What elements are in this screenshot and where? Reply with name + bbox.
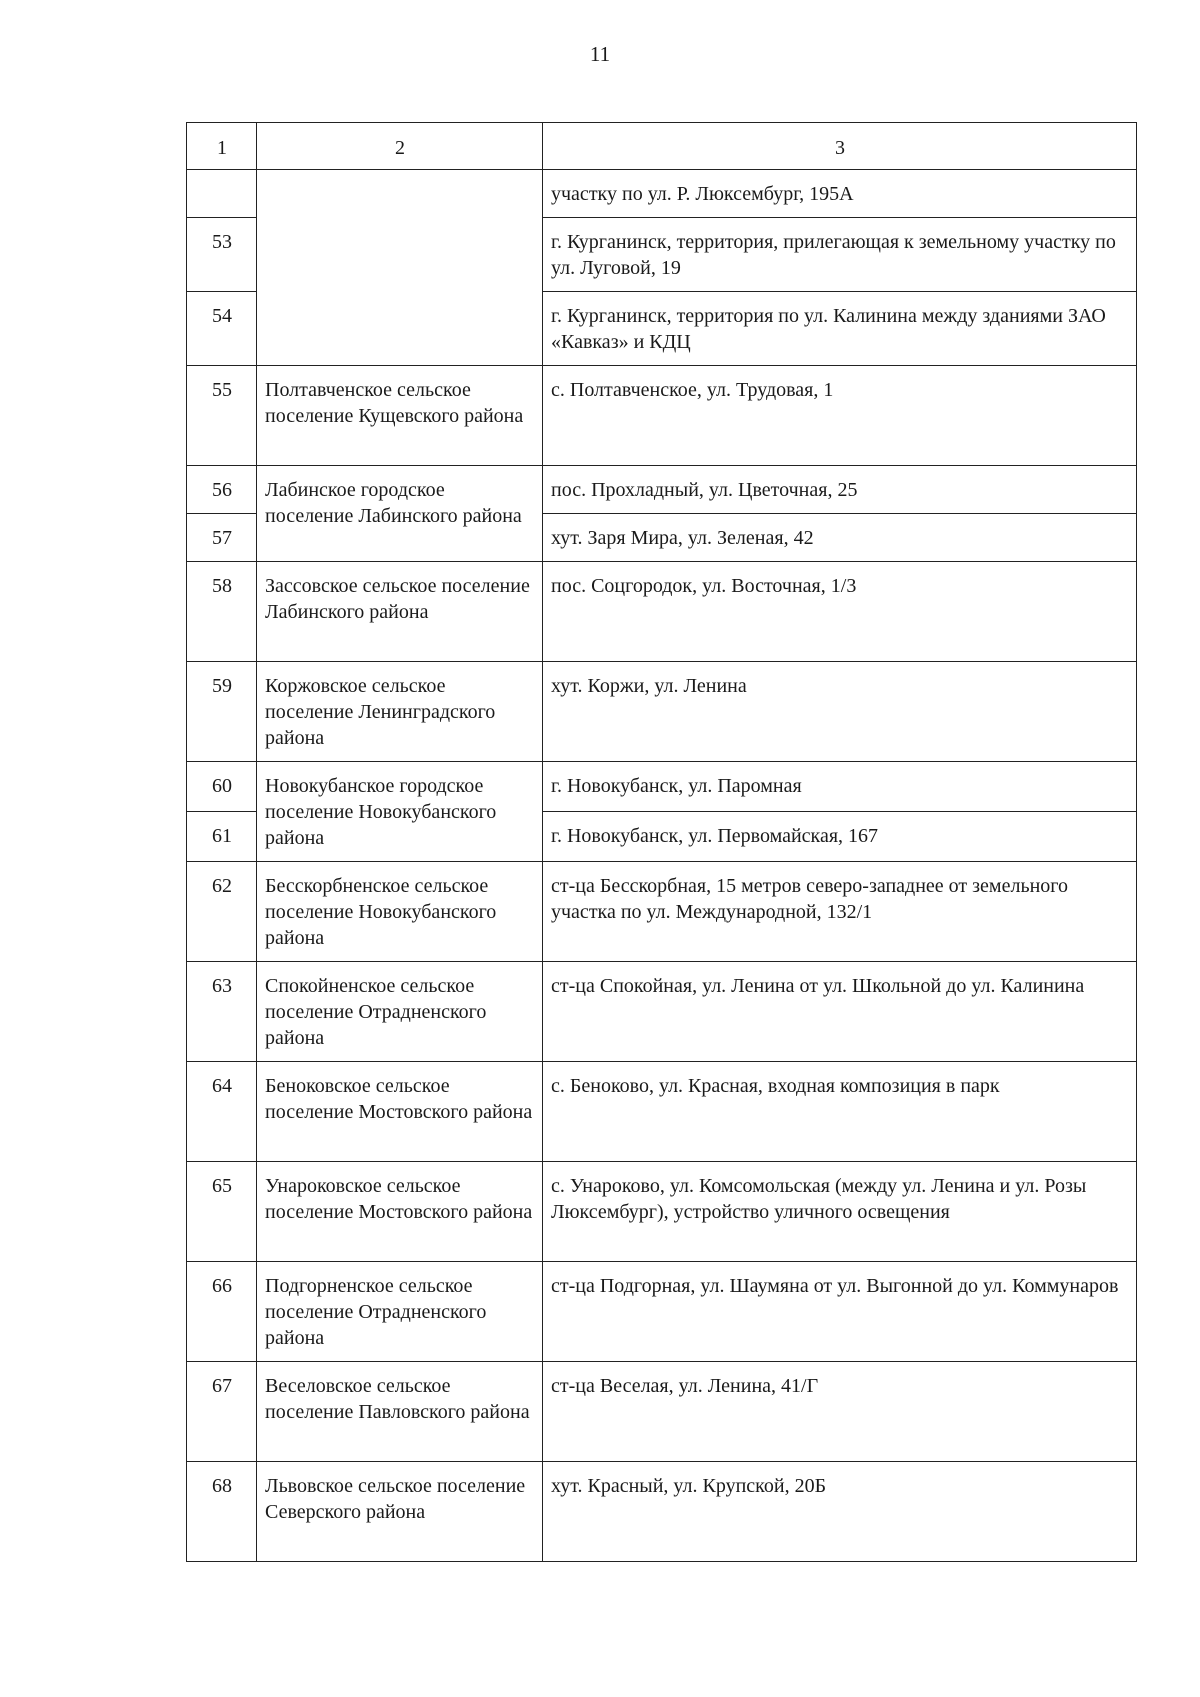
- table-row: [187, 1062, 1137, 1162]
- location-cell: г. Новокубанск, ул. Паромная: [543, 762, 1137, 812]
- row-number: 54: [187, 292, 257, 366]
- location-cell: г. Новокубанск, ул. Первомайская, 167: [543, 812, 1137, 862]
- location-cell: с. Беноково, ул. Красная, входная композиция в парк: [543, 1062, 1137, 1162]
- row-number: 68: [187, 1462, 257, 1562]
- table-header-row: [187, 123, 1137, 170]
- location-cell: хут. Красный, ул. Крупской, 20Б: [543, 1462, 1137, 1562]
- settlement-cell: [257, 170, 543, 366]
- row-number: 67: [187, 1362, 257, 1462]
- row-number: 60: [187, 762, 257, 812]
- settlement-cell: Бесскорбненское сельское поселение Новокубанского района: [257, 862, 543, 962]
- location-cell: пос. Соцгородок, ул. Восточная, 1/3: [543, 562, 1137, 662]
- settlement-cell: Беноковское сельское поселение Мостовского района: [257, 1062, 543, 1162]
- location-cell: ст-ца Спокойная, ул. Ленина от ул. Школьной до ул. Калинина: [543, 962, 1137, 1062]
- location-cell: ст-ца Бесскорбная, 15 метров северо-западнее от земельного участка по ул. Международной, 132/1: [543, 862, 1137, 962]
- table-row: [187, 1362, 1137, 1462]
- table-row: [187, 1462, 1137, 1562]
- row-number: 55: [187, 366, 257, 466]
- settlement-cell: Львовское сельское поселение Северского района: [257, 1462, 543, 1562]
- table-row: [187, 466, 1137, 514]
- table-row: [187, 366, 1137, 466]
- page-number: 11: [589, 42, 611, 66]
- row-number: 59: [187, 662, 257, 762]
- row-number: 63: [187, 962, 257, 1062]
- row-number: [187, 170, 257, 218]
- settlement-cell: Спокойненское сельское поселение Отрадненского района: [257, 962, 543, 1062]
- table-row: [187, 170, 1137, 218]
- location-cell: г. Курганинск, территория, прилегающая к земельному участку по ул. Луговой, 19: [543, 218, 1137, 292]
- settlement-cell: Веселовское сельское поселение Павловского района: [257, 1362, 543, 1462]
- row-number: 56: [187, 466, 257, 514]
- row-number: 57: [187, 514, 257, 562]
- settlement-cell: Новокубанское городское поселение Новокубанского района: [257, 762, 543, 862]
- table-row: [187, 1262, 1137, 1362]
- row-number: 66: [187, 1262, 257, 1362]
- table-row: [187, 862, 1137, 962]
- settlement-cell: Лабинское городское поселение Лабинского района: [257, 466, 543, 562]
- table-row: [187, 762, 1137, 812]
- location-cell: хут. Коржи, ул. Ленина: [543, 662, 1137, 762]
- location-cell: хут. Заря Мира, ул. Зеленая, 42: [543, 514, 1137, 562]
- location-cell: пос. Прохладный, ул. Цветочная, 25: [543, 466, 1137, 514]
- settlement-cell: Подгорненское сельское поселение Отрадненского района: [257, 1262, 543, 1362]
- row-number: 62: [187, 862, 257, 962]
- settlement-cell: Коржовское сельское поселение Ленинградского района: [257, 662, 543, 762]
- location-cell: участку по ул. Р. Люксембург, 195А: [543, 170, 1137, 218]
- settlement-cell: Зассовское сельское поселение Лабинского района: [257, 562, 543, 662]
- table-row: [187, 562, 1137, 662]
- settlement-cell: Полтавченское сельское поселение Кущевского района: [257, 366, 543, 466]
- row-number: 65: [187, 1162, 257, 1262]
- row-number: 53: [187, 218, 257, 292]
- row-number: 58: [187, 562, 257, 662]
- column-header: 2: [257, 123, 543, 170]
- location-cell: г. Курганинск, территория по ул. Калинина между зданиями ЗАО «Кавказ» и КДЦ: [543, 292, 1137, 366]
- settlements-table: [186, 122, 1137, 1562]
- row-number: 64: [187, 1062, 257, 1162]
- location-cell: с. Унароково, ул. Комсомольская (между ул. Ленина и ул. Розы Люксембург), устройство уличного освещения: [543, 1162, 1137, 1262]
- location-cell: ст-ца Веселая, ул. Ленина, 41/Г: [543, 1362, 1137, 1462]
- location-cell: ст-ца Подгорная, ул. Шаумяна от ул. Выгонной до ул. Коммунаров: [543, 1262, 1137, 1362]
- column-header: 3: [543, 123, 1137, 170]
- table-row: [187, 662, 1137, 762]
- row-number: 61: [187, 812, 257, 862]
- table-row: [187, 1162, 1137, 1262]
- column-header: 1: [187, 123, 257, 170]
- settlement-cell: Унароковское сельское поселение Мостовского района: [257, 1162, 543, 1262]
- location-cell: с. Полтавченское, ул. Трудовая, 1: [543, 366, 1137, 466]
- table-row: [187, 962, 1137, 1062]
